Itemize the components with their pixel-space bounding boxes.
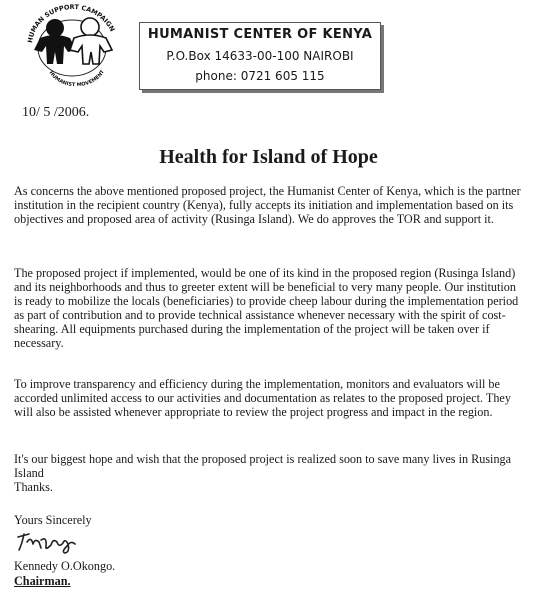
signer-title: Chairman.: [14, 574, 71, 588]
logo-bottom-text: HUMANIST MOVEMENT: [47, 69, 106, 86]
body-paragraph-2: The proposed project if implemented, would be one of its kind in the proposed region (Rusinga Island) and its neighborhoods and thus to greeter extent will be beneficial to very many people. Our institution is ready to mobilize the locals (beneficiaries) to provide cheep labour during the implementation period as part of contribution and to provide technical assistance whenever necessary with the spirit of cost-shearing. All equipments purchased during the implementation of the project will be taken over if necessary.: [14, 266, 519, 350]
letter-title: Health for Island of Hope: [159, 146, 378, 168]
closing-salutation: Yours Sincerely: [14, 513, 92, 527]
organization-phone: phone: 0721 605 115: [195, 69, 325, 83]
signer-name: Kennedy O.Okongo.: [14, 559, 116, 573]
body-paragraph-1: As concerns the above mentioned proposed project, the Humanist Center of Kenya, which is the partner institution in the recipient country (Kenya), fully accepts its initiation and implementation based on its objectives and proposed area of activity (Rusinga Island). We do approves the TOR and support it.: [14, 184, 521, 226]
organization-logo: [18, 4, 126, 86]
body-paragraph-4: It's our biggest hope and wish that the proposed project is realized soon to save many lives in Rusinga Island: [14, 452, 512, 480]
handwritten-signature: [15, 528, 90, 554]
letter-date: 10/ 5 /2006.: [22, 105, 90, 120]
logo-top-text: HUMAN SUPPORT CAMPAIGN: [26, 4, 117, 44]
svg-text:HUMANIST MOVEMENT: [48, 69, 107, 86]
thanks-line: Thanks.: [14, 480, 53, 494]
organization-name: HUMANIST CENTER OF KENYA: [147, 27, 373, 42]
organization-address: P.O.Box 14633-00-100 NAIROBI: [166, 49, 354, 63]
letterhead-box: [139, 22, 381, 90]
body-paragraph-3: To improve transparency and efficiency during the implementation, monitors and evaluators will be accorded unlimited access to our activities and documentation as relates to the proposed project. They will also be assisted whenever appropriate to review the project progress and impact in the region.: [14, 377, 511, 419]
